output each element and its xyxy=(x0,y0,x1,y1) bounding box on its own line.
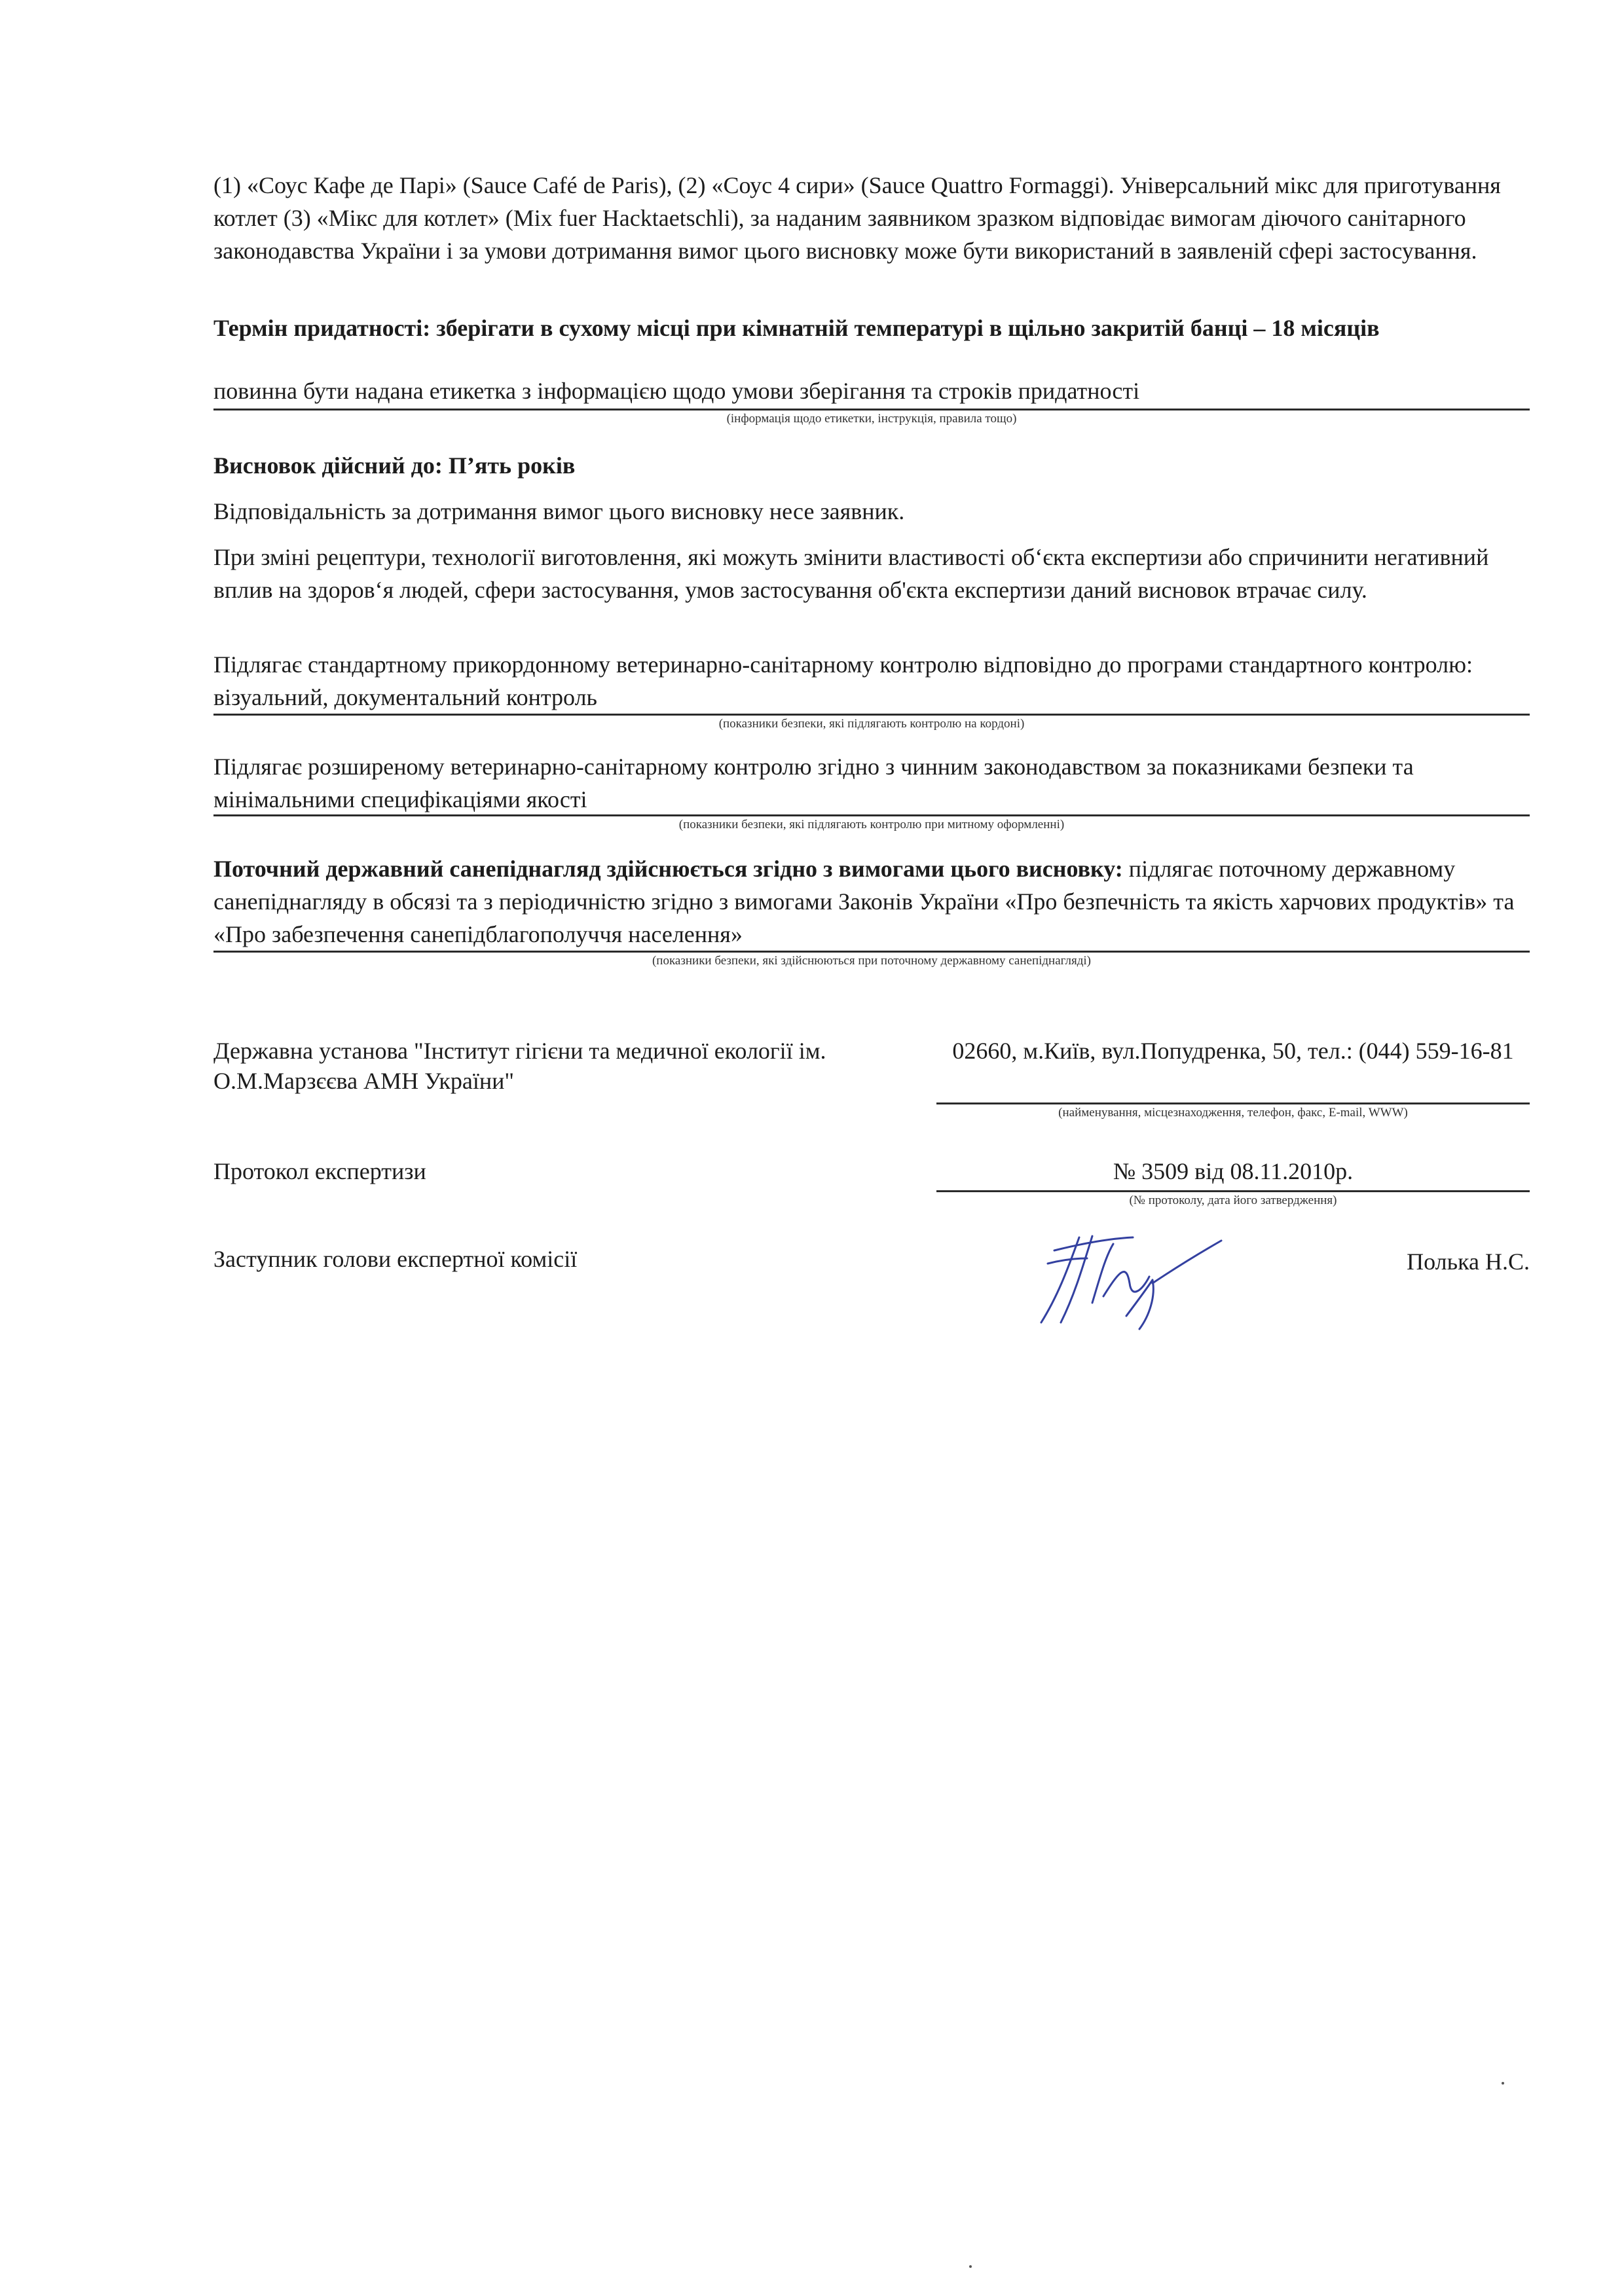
border-control-paragraph: Підлягає стандартному прикордонному ветеринарно-санітарному контролю відповідно до програми стандартного контролю: візуальний, документальний контроль xyxy=(213,651,1473,710)
changes-paragraph: При зміні рецептури, технології виготовлення, які можуть змінити властивості об‘єкта експертизи або спричинити негативний вплив на здоров‘я людей, сфери застосування, умов застосування об'єкта експертизи даний висновок втрачає силу. xyxy=(213,544,1489,603)
institution-name: Державна установа "Інститут гігієни та медичної екології ім. О.М.Марзєєва АМН України" xyxy=(213,1038,826,1094)
deputy-label: Заступник голови експертної комісії xyxy=(213,1246,578,1272)
extended-control-rule xyxy=(213,814,1530,816)
protocol-value: № 3509 від 08.11.2010р. xyxy=(1113,1158,1354,1184)
institution-caption: (найменування, місцезнаходження, телефон, факс, E-mail, WWW) xyxy=(1058,1106,1408,1120)
scan-speck xyxy=(969,2265,972,2268)
customs-caption: (показники безпеки, які підлягають контролю при митному оформленні) xyxy=(678,818,1065,831)
extended-control-paragraph: Підлягає розширеному ветеринарно-санітарному контролю згідно з чинним законодавством за показниками безпеки та мінімальними специфікаціями якості xyxy=(213,754,1414,812)
institution-address: 02660, м.Київ, вул.Попудренка, 50, тел.: (044) 559-16-81 xyxy=(952,1038,1514,1064)
institution-rule xyxy=(936,1102,1530,1104)
border-control-caption: (показники безпеки, які підлягають контролю на кордоні) xyxy=(718,717,1025,731)
deputy-name: Полька Н.С. xyxy=(1407,1248,1530,1275)
responsibility-line: Відповідальність за дотримання вимог цього висновку несе заявник. xyxy=(213,498,905,524)
supervision-heading: Поточний державний санепіднагляд здійснюється згідно з вимогами цього висновку: xyxy=(213,856,1123,882)
supervision-paragraph xyxy=(213,852,1530,951)
protocol-rule xyxy=(936,1190,1530,1192)
intro-paragraph: (1) «Соус Кафе де Парі» (Sauce Café de Paris), (2) «Соус 4 сири» (Sauce Quattro Formaggi). Універсальний мікс для приготування котлет (3) «Мікс для котлет» (Mix fuer Hacktaetschli), за наданим заявником зразком відповідає вимогам діючого санітарного законодавства України і за умови дотримання вимог цього висновку може бути використаний в заявленій сфері застосування. xyxy=(213,172,1501,264)
handwritten-signature-icon xyxy=(1022,1224,1231,1342)
supervision-caption: (показники безпеки, які здійснюються при поточному державному санепіднагляді) xyxy=(652,954,1091,968)
validity-line: Висновок дійсний до: П’ять років xyxy=(213,452,576,479)
scan-speck xyxy=(1502,2082,1504,2085)
label-info-caption: (інформація щодо етикетки, інструкція, правила тощо) xyxy=(726,412,1017,426)
protocol-label: Протокол експертизи xyxy=(213,1158,426,1184)
shelf-life-paragraph: Термін придатності: зберігати в сухому місці при кімнатній температурі в щільно закритій банці – 18 місяців xyxy=(213,315,1380,341)
label-info-rule xyxy=(213,409,1530,410)
supervision-text: підлягає поточному державному санепіднагляду в обсязі та з періодичністю згідно з вимогами Законів України «Про безпечність та якість харчових продуктів» та «Про забезпечення санепідблагополуччя населення» xyxy=(213,856,1515,947)
label-info-text: повинна бути надана етикетка з інформацією щодо умови зберігання та строків придатності xyxy=(213,378,1140,404)
supervision-rule xyxy=(213,951,1530,953)
border-control-rule xyxy=(213,714,1530,716)
protocol-caption: (№ протоколу, дата його затвердження) xyxy=(1129,1194,1337,1207)
